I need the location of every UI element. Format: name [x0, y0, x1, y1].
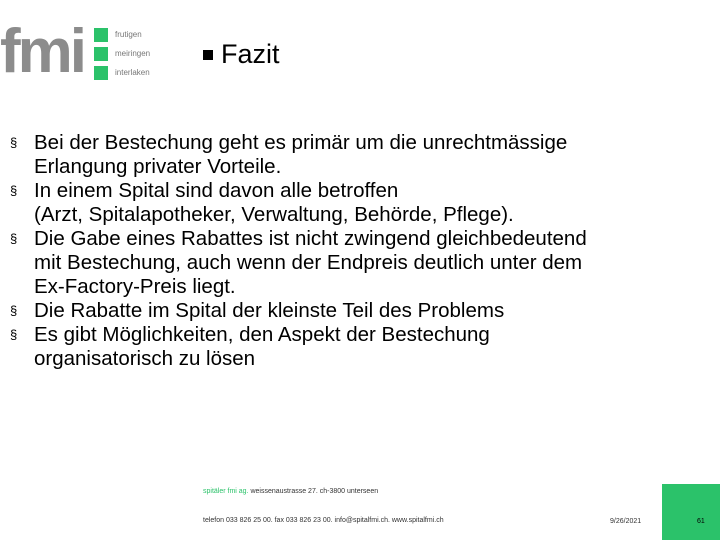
- bullet-marker-icon: §: [10, 303, 18, 318]
- bullet-line: Bei der Bestechung geht es primär um die unrechtmässige: [34, 131, 568, 154]
- fmi-logo: [0, 17, 170, 86]
- bullet-line: mit Bestechung, auch wenn der Endpreis deutlich unter dem: [34, 251, 583, 274]
- bullet-item: [10, 227, 710, 299]
- bullet-line: Die Gabe eines Rabattes ist nicht zwingend gleichbedeutend: [34, 227, 587, 250]
- bullet-line: Erlangung privater Vorteile.: [34, 155, 282, 178]
- logo-square-bottom: [94, 66, 108, 80]
- logo-square-middle: [94, 47, 108, 61]
- bullet-line: (Arzt, Spitalapotheker, Verwaltung, Behörde, Pflege).: [34, 203, 514, 226]
- logo-location-interlaken: interlaken: [115, 68, 150, 77]
- footer-accent-block: [662, 484, 720, 540]
- bullet-marker-icon: §: [10, 231, 18, 246]
- bullet-list: [10, 131, 710, 371]
- slide-title: [203, 34, 280, 74]
- bullet-marker-icon: §: [10, 327, 18, 342]
- bullet-item: [10, 179, 710, 227]
- logo-location-meiringen: meiringen: [115, 49, 151, 58]
- bullet-marker-icon: §: [10, 183, 18, 198]
- bullet-item: [10, 299, 710, 323]
- footer-contact: telefon 033 826 25 00. fax 033 826 23 00. info@spitalfmi.ch. www.spitalfmi.ch: [203, 517, 444, 524]
- logo-square-top: [94, 28, 108, 42]
- logo-wordmark: fmi: [0, 17, 84, 86]
- bullet-line: Es gibt Möglichkeiten, den Aspekt der Bestechung: [34, 323, 490, 346]
- bullet-item: [10, 131, 710, 179]
- bullet-item: [10, 323, 710, 371]
- slide-title-text: Fazit: [221, 39, 280, 69]
- footer-date: 9/26/2021: [610, 518, 642, 525]
- bullet-marker-icon: §: [10, 135, 18, 150]
- bullet-line: organisatorisch zu lösen: [34, 347, 256, 370]
- footer-address-text: weissenaustrasse 27. ch-3800 unterseen: [248, 488, 379, 495]
- footer-address: [203, 488, 378, 495]
- page-number: 61: [697, 518, 705, 525]
- bullet-line: Ex-Factory-Preis liegt.: [34, 275, 236, 298]
- footer-brand: spitäler fmi ag.: [203, 488, 249, 495]
- logo-location-frutigen: frutigen: [115, 30, 142, 39]
- title-bullet-icon: [203, 50, 213, 60]
- bullet-line: Die Rabatte im Spital der kleinste Teil des Problems: [34, 299, 505, 322]
- bullet-line: In einem Spital sind davon alle betroffen: [34, 179, 399, 202]
